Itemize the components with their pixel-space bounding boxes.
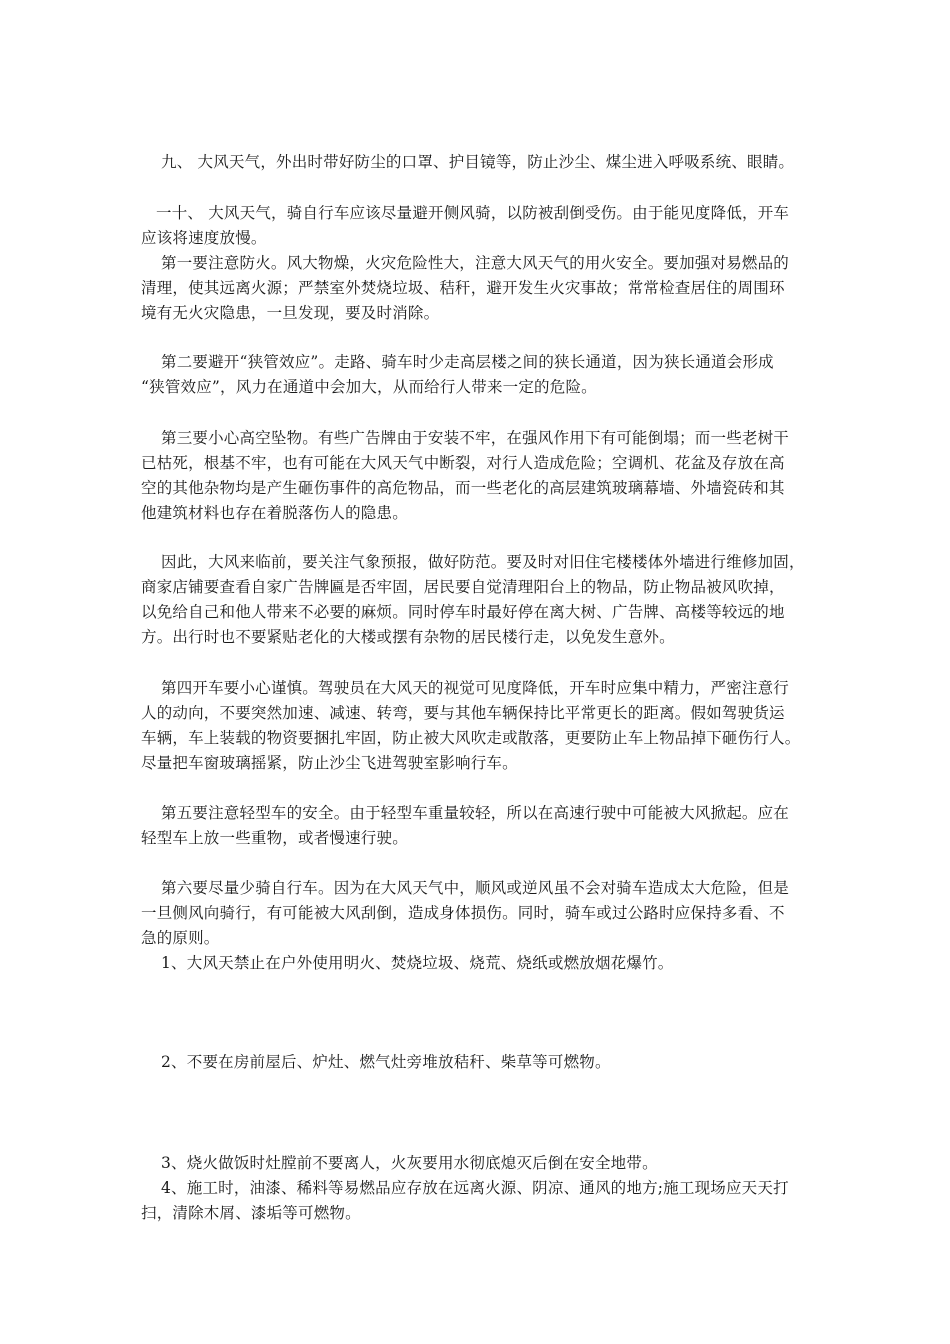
text-line: 因此，大风来临前，要关注气象预报，做好防范。要及时对旧住宅楼楼体外墙进行维修加固， (161, 553, 805, 571)
text-line: 第一要注意防火。风大物燥，火灾危险性大，注意大风天气的用火安全。要加强对易燃品的 (161, 254, 790, 272)
text-line: 2、不要在房前屋后、炉灶、燃气灶旁堆放秸秆、柴草等可燃物。 (161, 1053, 611, 1071)
text-line: 一旦侧风向骑行，有可能被大风刮倒，造成身体损伤。同时，骑车或过公路时应保持多看、不 (141, 904, 785, 922)
text-line: 一十、 大风天气，骑自行车应该尽量避开侧风骑，以防被刮倒受伤。由于能见度降低，开车 (156, 204, 790, 222)
text-line: 扫，清除木屑、漆垢等可燃物。 (141, 1204, 361, 1222)
text-line: 应该将速度放慢。 (141, 229, 267, 247)
text-line: 急的原则。 (141, 929, 220, 947)
text-line: 车辆，车上装载的物资要捆扎牢固，防止被大风吹走或散落，更要防止车上物品掉下砸伤行人。 (141, 729, 801, 747)
text-line: 第六要尽量少骑自行车。因为在大风天气中，顺风或逆风虽不会对骑车造成太大危险，但是 (161, 879, 790, 897)
text-line: 人的动向，不要突然加速、减速、转弯，要与其他车辆保持比平常更长的距离。假如驾驶货运 (141, 704, 785, 722)
text-line: 第四开车要小心谨慎。驾驶员在大风天的视觉可见度降低，开车时应集中精力，严密注意行 (161, 679, 790, 697)
text-line: 以免给自己和他人带来不必要的麻烦。同时停车时最好停在离大树、广告牌、高楼等较远的地 (141, 603, 785, 621)
text-line: 清理，使其远离火源；严禁室外焚烧垃圾、秸秆，避开发生火灾事故；常常检查居住的周围环 (141, 279, 785, 297)
text-line: 他建筑材料也存在着脱落伤人的隐患。 (141, 504, 408, 522)
text-line: 1、大风天禁止在户外使用明火、焚烧垃圾、烧荒、烧纸或燃放烟花爆竹。 (161, 954, 674, 972)
text-line: “狭管效应”，风力在通道中会加大，从而给行人带来一定的危险。 (141, 378, 597, 396)
text-line: 九、 大风天气，外出时带好防尘的口罩、护目镜等，防止沙尘、煤尘进入呼吸系统、眼睛。 (161, 153, 795, 171)
text-line: 空的其他杂物均是产生砸伤事件的高危物品，而一些老化的高层建筑玻璃幕墙、外墙瓷砖和其 (141, 479, 785, 497)
text-line: 第五要注意轻型车的安全。由于轻型车重量较轻，所以在高速行驶中可能被大风掀起。应在 (161, 804, 790, 822)
text-line: 3、烧火做饭时灶膛前不要离人，火灰要用水彻底熄灭后倒在安全地带。 (161, 1154, 658, 1172)
text-line: 境有无火灾隐患，一旦发现，要及时消除。 (141, 304, 440, 322)
text-line: 第三要小心高空坠物。有些广告牌由于安装不牢，在强风作用下有可能倒塌；而一些老树干 (161, 429, 790, 447)
text-line: 尽量把车窗玻璃摇紧，防止沙尘飞进驾驶室影响行车。 (141, 754, 518, 772)
text-line: 第二要避开“狭管效应”。走路、骑车时少走高层楼之间的狭长通道，因为狭长通道会形成 (161, 353, 774, 371)
text-line: 方。出行时也不要紧贴老化的大楼或摆有杂物的居民楼行走，以免发生意外。 (141, 628, 675, 646)
text-line: 4、施工时，油漆、稀料等易燃品应存放在远离火源、阴凉、通风的地方;施工现场应天天打 (161, 1179, 789, 1197)
text-line: 已枯死，根基不牢，也有可能在大风天气中断裂，对行人造成危险；空调机、花盆及存放在高 (141, 454, 785, 472)
text-line: 商家店铺要查看自家广告牌匾是否牢固，居民要自觉清理阳台上的物品，防止物品被风吹掉， (141, 578, 785, 596)
text-line: 轻型车上放一些重物，或者慢速行驶。 (141, 829, 408, 847)
